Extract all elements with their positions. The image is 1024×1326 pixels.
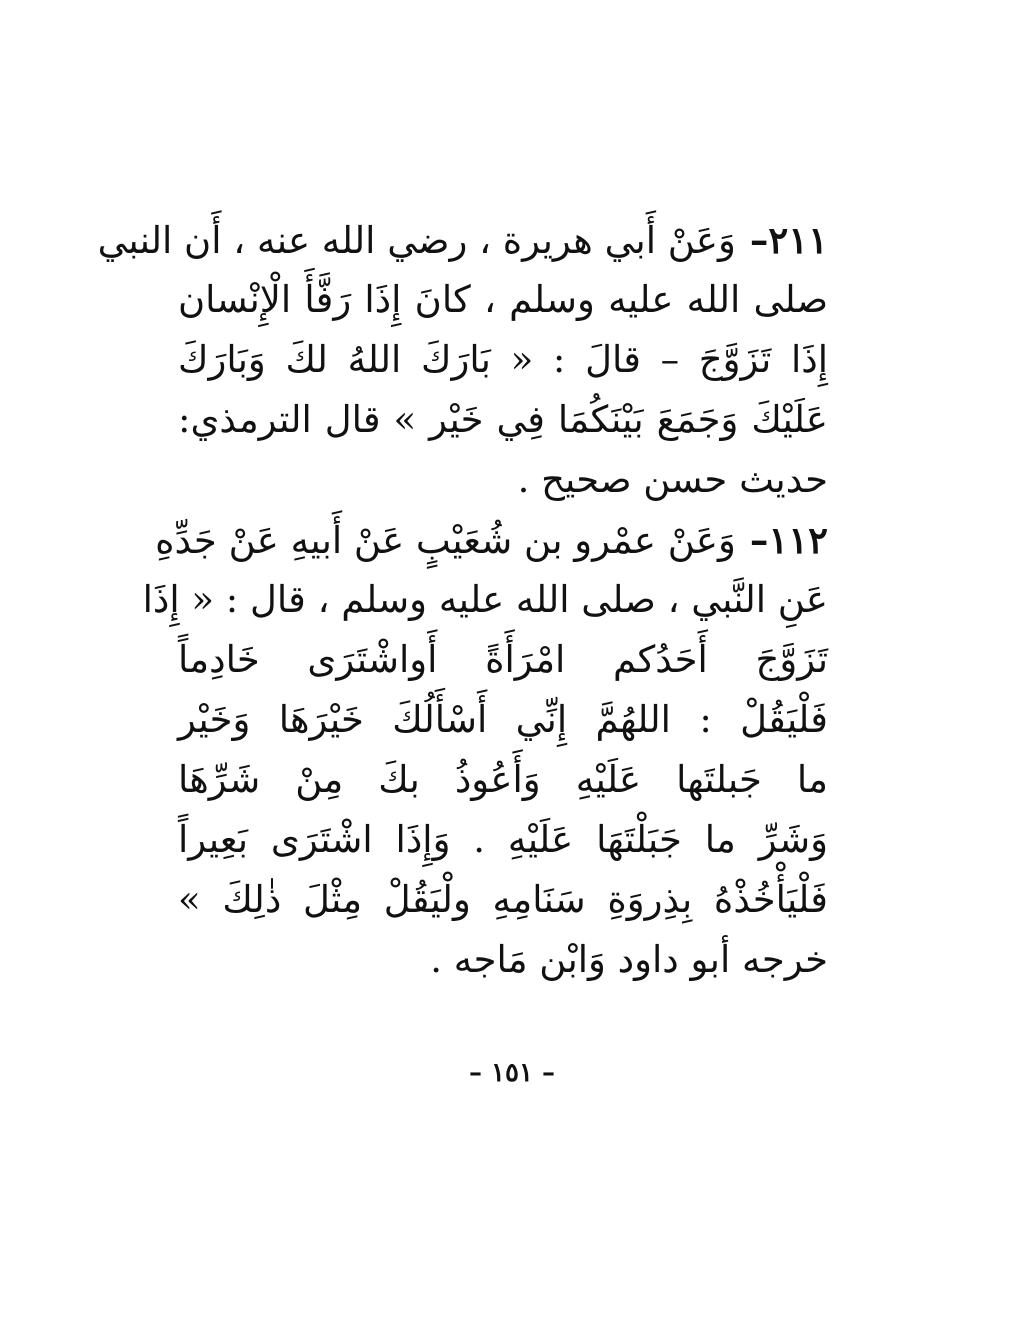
hadith-112-line-3: تَزَوَّجَ أَحَدُكم امْرَأَةً أَواشْتَرَى خَادِماً [178,638,828,681]
hadith-211-line-2: صلى الله عليه وسلم ، كانَ إِذَا رَفَّأَ الْإِنْسان [178,278,828,321]
page-number: – ١٥١ – [468,1058,556,1088]
hadith-211-line-1 [97,210,828,270]
hadith-112-line-6: وَشَرِّ ما جَبَلْتَهَا عَلَيْهِ . وَإِذَا اشْتَرَى بَعِيراً [178,818,828,861]
hadith-211-line-3: إِذَا تَزَوَّجَ – قالَ : « بَارَكَ اللهُ لكَ وَبَارَكَ [178,338,828,381]
hadith-112-line-4: فَلْيَقُلْ : اللهُمَّ إِنِّي أَسْأَلُكَ خَيْرَهَا وَخَيْر [178,698,828,741]
hadith-112-number: ١١٢– [749,518,828,562]
hadith-211-line-4: عَلَيْكَ وَجَمَعَ بَيْنَكُمَا فِي خَيْر » قال الترمذي: [178,398,828,441]
hadith-112-line-1 [155,510,828,570]
hadith-211-line-1-text: وَعَنْ أَبي هريرة ، رضي الله عنه ، أَن النبي [97,219,736,262]
hadith-112-line-7: فَلْيَأْخُذْهُ بِذِروَةِ سَنَامِهِ ولْيَقُلْ مِثْلَ ذٰلِكَ » [178,878,828,921]
hadith-112-line-2: عَنِ النَّبي ، صلى الله عليه وسلم ، قال : « إِذَا [142,578,828,621]
hadith-211-line-5: حديث حسن صحيح . [517,458,828,501]
hadith-211-number: ٢١١– [749,218,828,262]
hadith-112-line-5: ما جَبلتَها عَلَيْهِ وَأَعُوذُ بكَ مِنْ شَرِّهَا [178,758,828,801]
hadith-112-line-8: خرجه أبو داود وَابْن مَاجه . [430,938,828,981]
hadith-text-block [97,210,828,990]
hadith-112-line-1-text: وَعَنْ عمْرو بن شُعَيْبٍ عَنْ أَبيهِ عَنْ جَدِّهِ [155,519,736,562]
